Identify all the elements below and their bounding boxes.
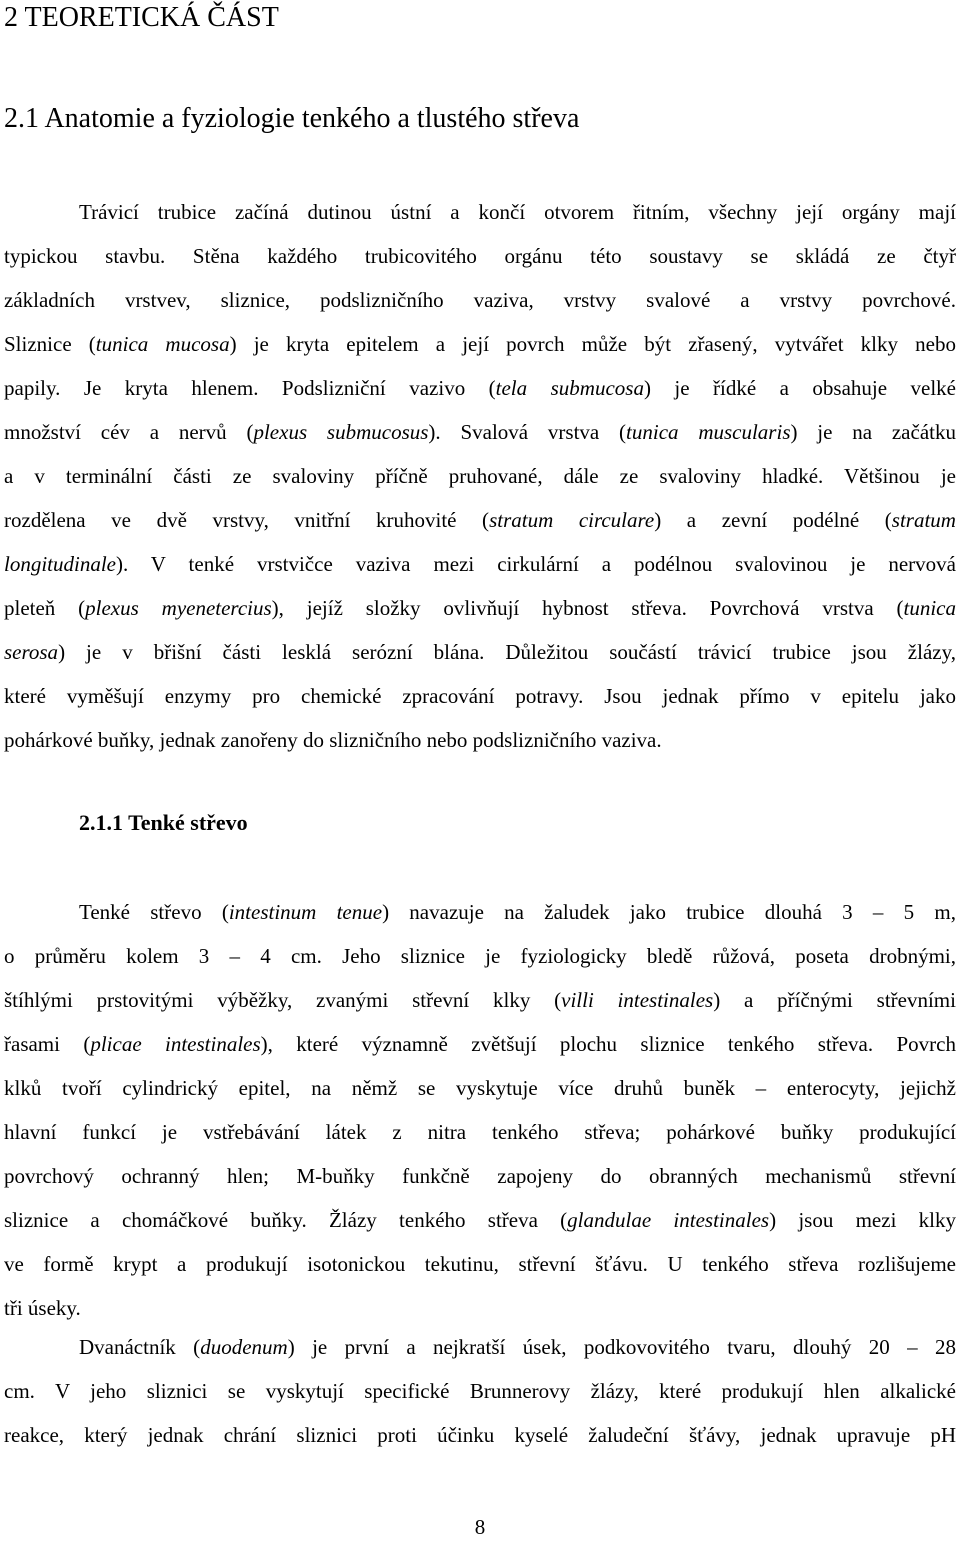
page-number: 8: [474, 1515, 486, 1539]
text-line: longitudinale). V tenké vrstvičce vaziva mezi cirkulární a podélnou svalovinou je nervová: [4, 552, 956, 576]
chapter-heading: 2 TEORETICKÁ ČÁST: [4, 2, 279, 33]
text-line: o průměru kolem 3 – 4 cm. Jeho sliznice je fyziologicky bledě růžová, poseta drobnými,: [4, 944, 956, 968]
text-line: ve formě krypt a produkují isotonickou tekutinu, střevní šťávu. U tenkého střeva rozlišujeme: [4, 1252, 956, 1276]
text-line: štíhlými prstovitými výběžky, zvanými střevní klky (villi intestinales) a příčnými střevními: [4, 988, 956, 1012]
text-line: Tenké střevo (intestinum tenue) navazuje na žaludek jako trubice dlouhá 3 – 5 m,: [79, 900, 956, 924]
text-line: pohárkové buňky, jednak zanořeny do slizničního nebo podslizničního vaziva.: [4, 728, 662, 752]
text-line: tři úseky.: [4, 1296, 81, 1320]
text-line: Sliznice (tunica mucosa) je kryta epitelem a její povrch může být zřasený, vytvářet klky nebo: [4, 332, 956, 356]
text-line: množství cév a nervů (plexus submucosus). Svalová vrstva (tunica muscularis) je na začátku: [4, 420, 956, 444]
text-line: řasami (plicae intestinales), které významně zvětšují plochu sliznice tenkého střeva. Povrch: [4, 1032, 956, 1056]
text-line: hlavní funkcí je vstřebávání látek z nitra tenkého střeva; pohárkové buňky produkující: [4, 1120, 956, 1144]
text-line: reakce, který jednak chrání sliznici proti účinku kyselé žaludeční šťávy, jednak upravuje pH: [4, 1423, 956, 1447]
text-line: rozdělena ve dvě vrstvy, vnitřní kruhovité (stratum circulare) a zevní podélné (stratum: [4, 508, 956, 532]
text-line: které vyměšují enzymy pro chemické zpracování potravy. Jsou jednak přímo v epitelu jako: [4, 684, 956, 708]
text-line: serosa) je v břišní části lesklá serózní blána. Důležitou součástí trávicí trubice jsou žlázy,: [4, 640, 956, 664]
section-heading: 2.1 Anatomie a fyziologie tenkého a tlustého střeva: [4, 103, 580, 134]
text-line: Trávicí trubice začíná dutinou ústní a končí otvorem řitním, všechny její orgány mají: [79, 200, 956, 224]
text-line: Dvanáctník (duodenum) je první a nejkratší úsek, podkovovitého tvaru, dlouhý 20 – 28: [79, 1335, 957, 1359]
text-line: pleteň (plexus myenetercius), jejíž složky ovlivňují hybnost střeva. Povrchová vrstva (tunica: [4, 596, 956, 620]
text-line: povrchový ochranný hlen; M-buňky funkčně zapojeny do obranných mechanismů střevní: [4, 1164, 956, 1188]
subsection-heading: 2.1.1 Tenké střevo: [79, 810, 248, 835]
text-line: klků tvoří cylindrický epitel, na němž se vyskytuje více druhů buněk – enterocyty, jejichž: [4, 1076, 956, 1100]
text-line: typickou stavbu. Stěna každého trubicovitého orgánu této soustavy se skládá ze čtyř: [4, 244, 956, 268]
text-line: papily. Je kryta hlenem. Podslizniční vazivo (tela submucosa) je řídké a obsahuje velké: [4, 376, 956, 400]
text-line: základních vrstvev, sliznice, podslizničního vaziva, vrstvy svalové a vrstvy povrchové.: [4, 288, 956, 312]
text-line: cm. V jeho sliznici se vyskytují specifické Brunnerovy žlázy, které produkují hlen alkalické: [4, 1379, 956, 1403]
text-line: a v terminální části ze svaloviny příčně pruhované, dále ze svaloviny hladké. Většinou je: [4, 464, 956, 488]
text-line: sliznice a chomáčkové buňky. Žlázy tenkého střeva (glandulae intestinales) jsou mezi klky: [4, 1208, 956, 1232]
